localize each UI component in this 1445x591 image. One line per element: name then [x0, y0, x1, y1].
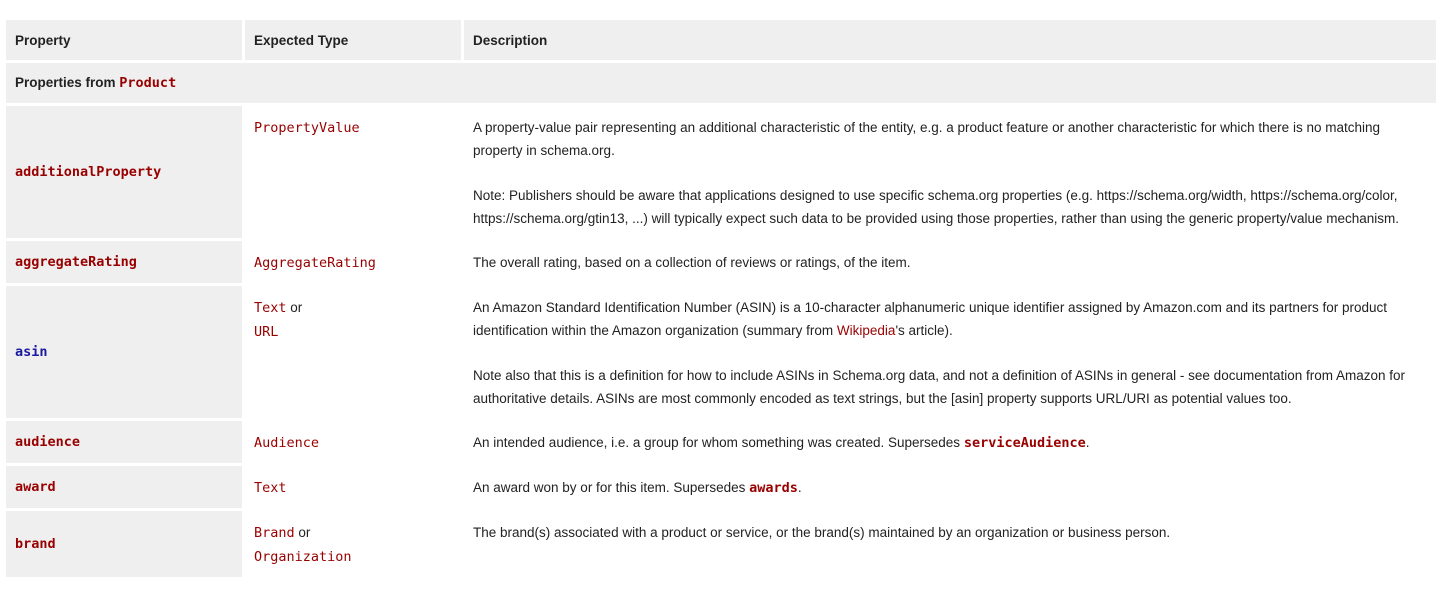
supersedes-link[interactable]: awards: [749, 480, 798, 496]
header-description: Description: [464, 20, 1436, 60]
description-text: [473, 476, 1427, 500]
or-separator: or: [290, 300, 303, 315]
header-expected-type: Expected Type: [245, 20, 461, 60]
type-cell: [245, 511, 461, 577]
type-link[interactable]: PropertyValue: [254, 120, 360, 136]
type-link[interactable]: URL: [254, 324, 279, 340]
type-cell: [245, 241, 461, 283]
type-link[interactable]: Brand: [254, 525, 295, 541]
description-cell: [464, 106, 1436, 238]
section-prefix: Properties from: [15, 75, 116, 90]
header-property: Property: [6, 20, 242, 60]
property-cell: [6, 466, 242, 508]
description-cell: [464, 241, 1436, 283]
property-link-audience[interactable]: audience: [15, 434, 81, 450]
description-text: [473, 296, 1427, 342]
table-row: [6, 511, 1436, 577]
property-link-additional-property[interactable]: additionalProperty: [15, 164, 162, 180]
description-fragment: An Amazon Standard Identification Number (ASIN) is a 10-character alphanumeric unique identifier assigned by Amazon.com and its partners for product identification within the Amazon organization (summary from: [473, 300, 1387, 338]
or-separator: or: [298, 525, 311, 540]
table-row: [6, 421, 1436, 463]
property-cell: [6, 511, 242, 577]
table-row: [6, 241, 1436, 283]
property-link-aggregate-rating[interactable]: aggregateRating: [15, 254, 137, 270]
type-cell: [245, 466, 461, 508]
property-cell: [6, 106, 242, 238]
type-link[interactable]: Audience: [254, 435, 320, 451]
type-link[interactable]: Text: [254, 480, 287, 496]
property-link-award[interactable]: award: [15, 479, 56, 495]
description-cell: [464, 286, 1436, 418]
description-text: [473, 431, 1427, 455]
description-fragment: An intended audience, i.e. a group for whom something was created. Supersedes: [473, 435, 964, 450]
table-row: [6, 106, 1436, 238]
supersedes-link[interactable]: serviceAudience: [963, 435, 1086, 451]
type-link[interactable]: Organization: [254, 549, 352, 565]
description-fragment: .: [797, 480, 802, 495]
description-cell: [464, 421, 1436, 463]
properties-table: [3, 17, 1439, 580]
wikipedia-link[interactable]: Wikipedia: [836, 323, 896, 338]
table-header-row: [6, 20, 1436, 60]
description-fragment: An award won by or for this item. Supersedes: [473, 480, 750, 495]
description-note: Note: Publishers should be aware that applications designed to use specific schema.org properties (e.g. https://schema.org/width, https://schema.org/color, https://schema.org/gtin13, ...) will typically expect such data to be provided using those properties, rather than using the generic property/value mechanism.: [473, 188, 1399, 226]
description-text: The overall rating, based on a collection of reviews or ratings, of the item.: [473, 255, 911, 270]
property-link-asin[interactable]: asin: [15, 344, 48, 360]
table-row: [6, 286, 1436, 418]
table-row: [6, 466, 1436, 508]
description-cell: [464, 466, 1436, 508]
description-cell: [464, 511, 1436, 577]
type-link[interactable]: AggregateRating: [254, 255, 376, 271]
description-text: A property-value pair representing an additional characteristic of the entity, e.g. a product feature or another characteristic for which there is no matching property in schema.org.: [473, 120, 1380, 158]
property-cell: [6, 421, 242, 463]
type-link[interactable]: Text: [254, 300, 287, 316]
description-text: The brand(s) associated with a product or service, or the brand(s) maintained by an organization or business person.: [473, 525, 1171, 540]
description-fragment: .: [1085, 435, 1090, 450]
property-cell: [6, 241, 242, 283]
property-cell: [6, 286, 242, 418]
type-cell: [245, 421, 461, 463]
section-header-row: [6, 63, 1436, 103]
section-header: [6, 63, 1436, 103]
section-type-link[interactable]: Product: [119, 75, 177, 91]
type-cell: [245, 106, 461, 238]
description-fragment: 's article).: [895, 323, 953, 338]
type-cell: [245, 286, 461, 418]
property-link-brand[interactable]: brand: [15, 536, 56, 552]
description-note: Note also that this is a definition for how to include ASINs in Schema.org data, and not a definition of ASINs in general - see documentation from Amazon for authoritative details. ASINs are most commonly encoded as text strings, but the [asin] property supports URL/URI as potential values too.: [473, 368, 1406, 406]
